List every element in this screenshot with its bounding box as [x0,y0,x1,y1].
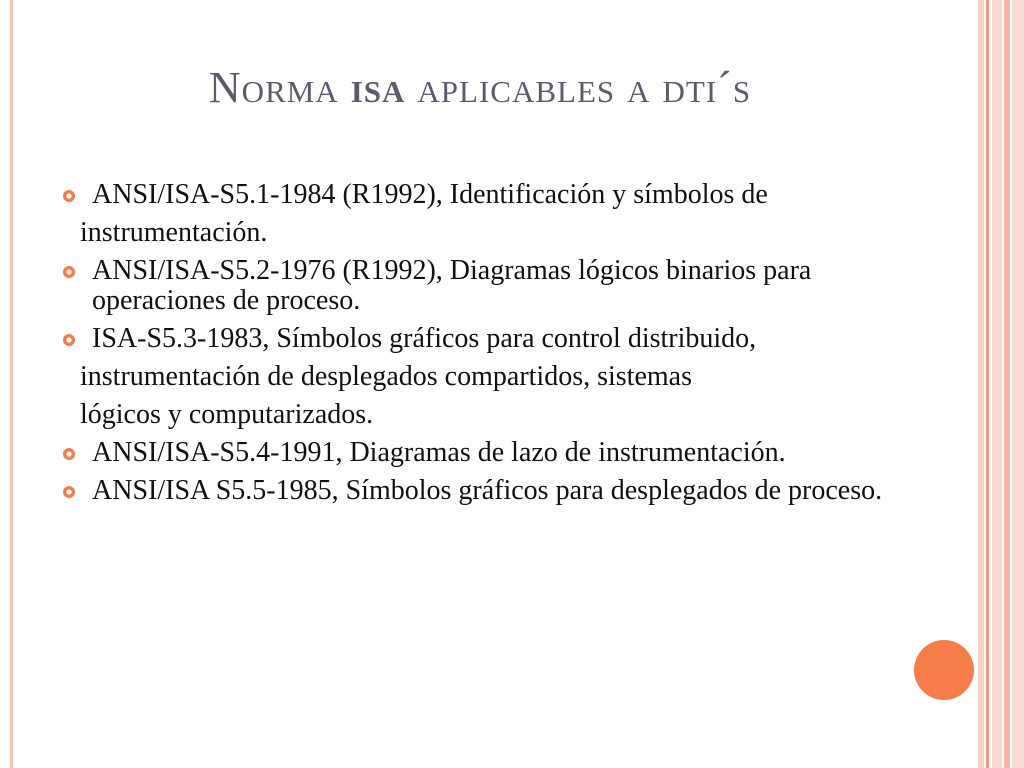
list-item-text: ANSI/ISA-S5.2-1976 (R1992), Diagramas lógicos binarios para operaciones de proceso. [92,255,812,316]
right-stripe-2 [986,0,989,768]
left-border-line [10,0,13,768]
circle-bullet-icon [62,447,76,461]
list-continuation-line [60,362,920,392]
list-item [60,476,920,506]
right-stripe-3 [992,0,1002,768]
right-stripe-5 [1012,0,1024,768]
list-item-text: lógicos y computarizados. [80,399,374,430]
title-part-2: isa [350,63,406,112]
title-part-3: aplicables a dti´s [405,63,752,112]
slide-title [0,62,960,113]
list-item [60,324,920,354]
list-item [60,438,920,468]
list-item-text: instrumentación de desplegados compartidos, sistemas [80,361,692,392]
list-item-text: ISA-S5.3-1983, Símbolos gráficos para control distribuido, [92,323,757,354]
circle-bullet-icon [62,485,76,499]
list-continuation-line [60,218,920,248]
list-item-text: ANSI/ISA-S5.4-1991, Diagramas de lazo de instrumentación. [92,437,786,468]
right-stripe-1 [978,0,984,768]
circle-bullet-icon [62,265,76,279]
right-stripe-4 [1004,0,1010,768]
list-item-text: ANSI/ISA-S5.1-1984 (R1992), Identificación y símbolos de [92,179,768,210]
circle-bullet-icon [62,333,76,347]
list-item-text: ANSI/ISA S5.5-1985, Símbolos gráficos para desplegados de proceso. [92,475,883,506]
bullet-list [60,180,920,514]
circle-bullet-icon [62,189,76,203]
list-item-text: instrumentación. [80,217,268,248]
list-item [60,180,920,210]
list-item [60,256,920,316]
orange-circle-decor [914,640,974,700]
title-part-1: Norma [208,63,351,112]
list-continuation-line [60,400,920,430]
